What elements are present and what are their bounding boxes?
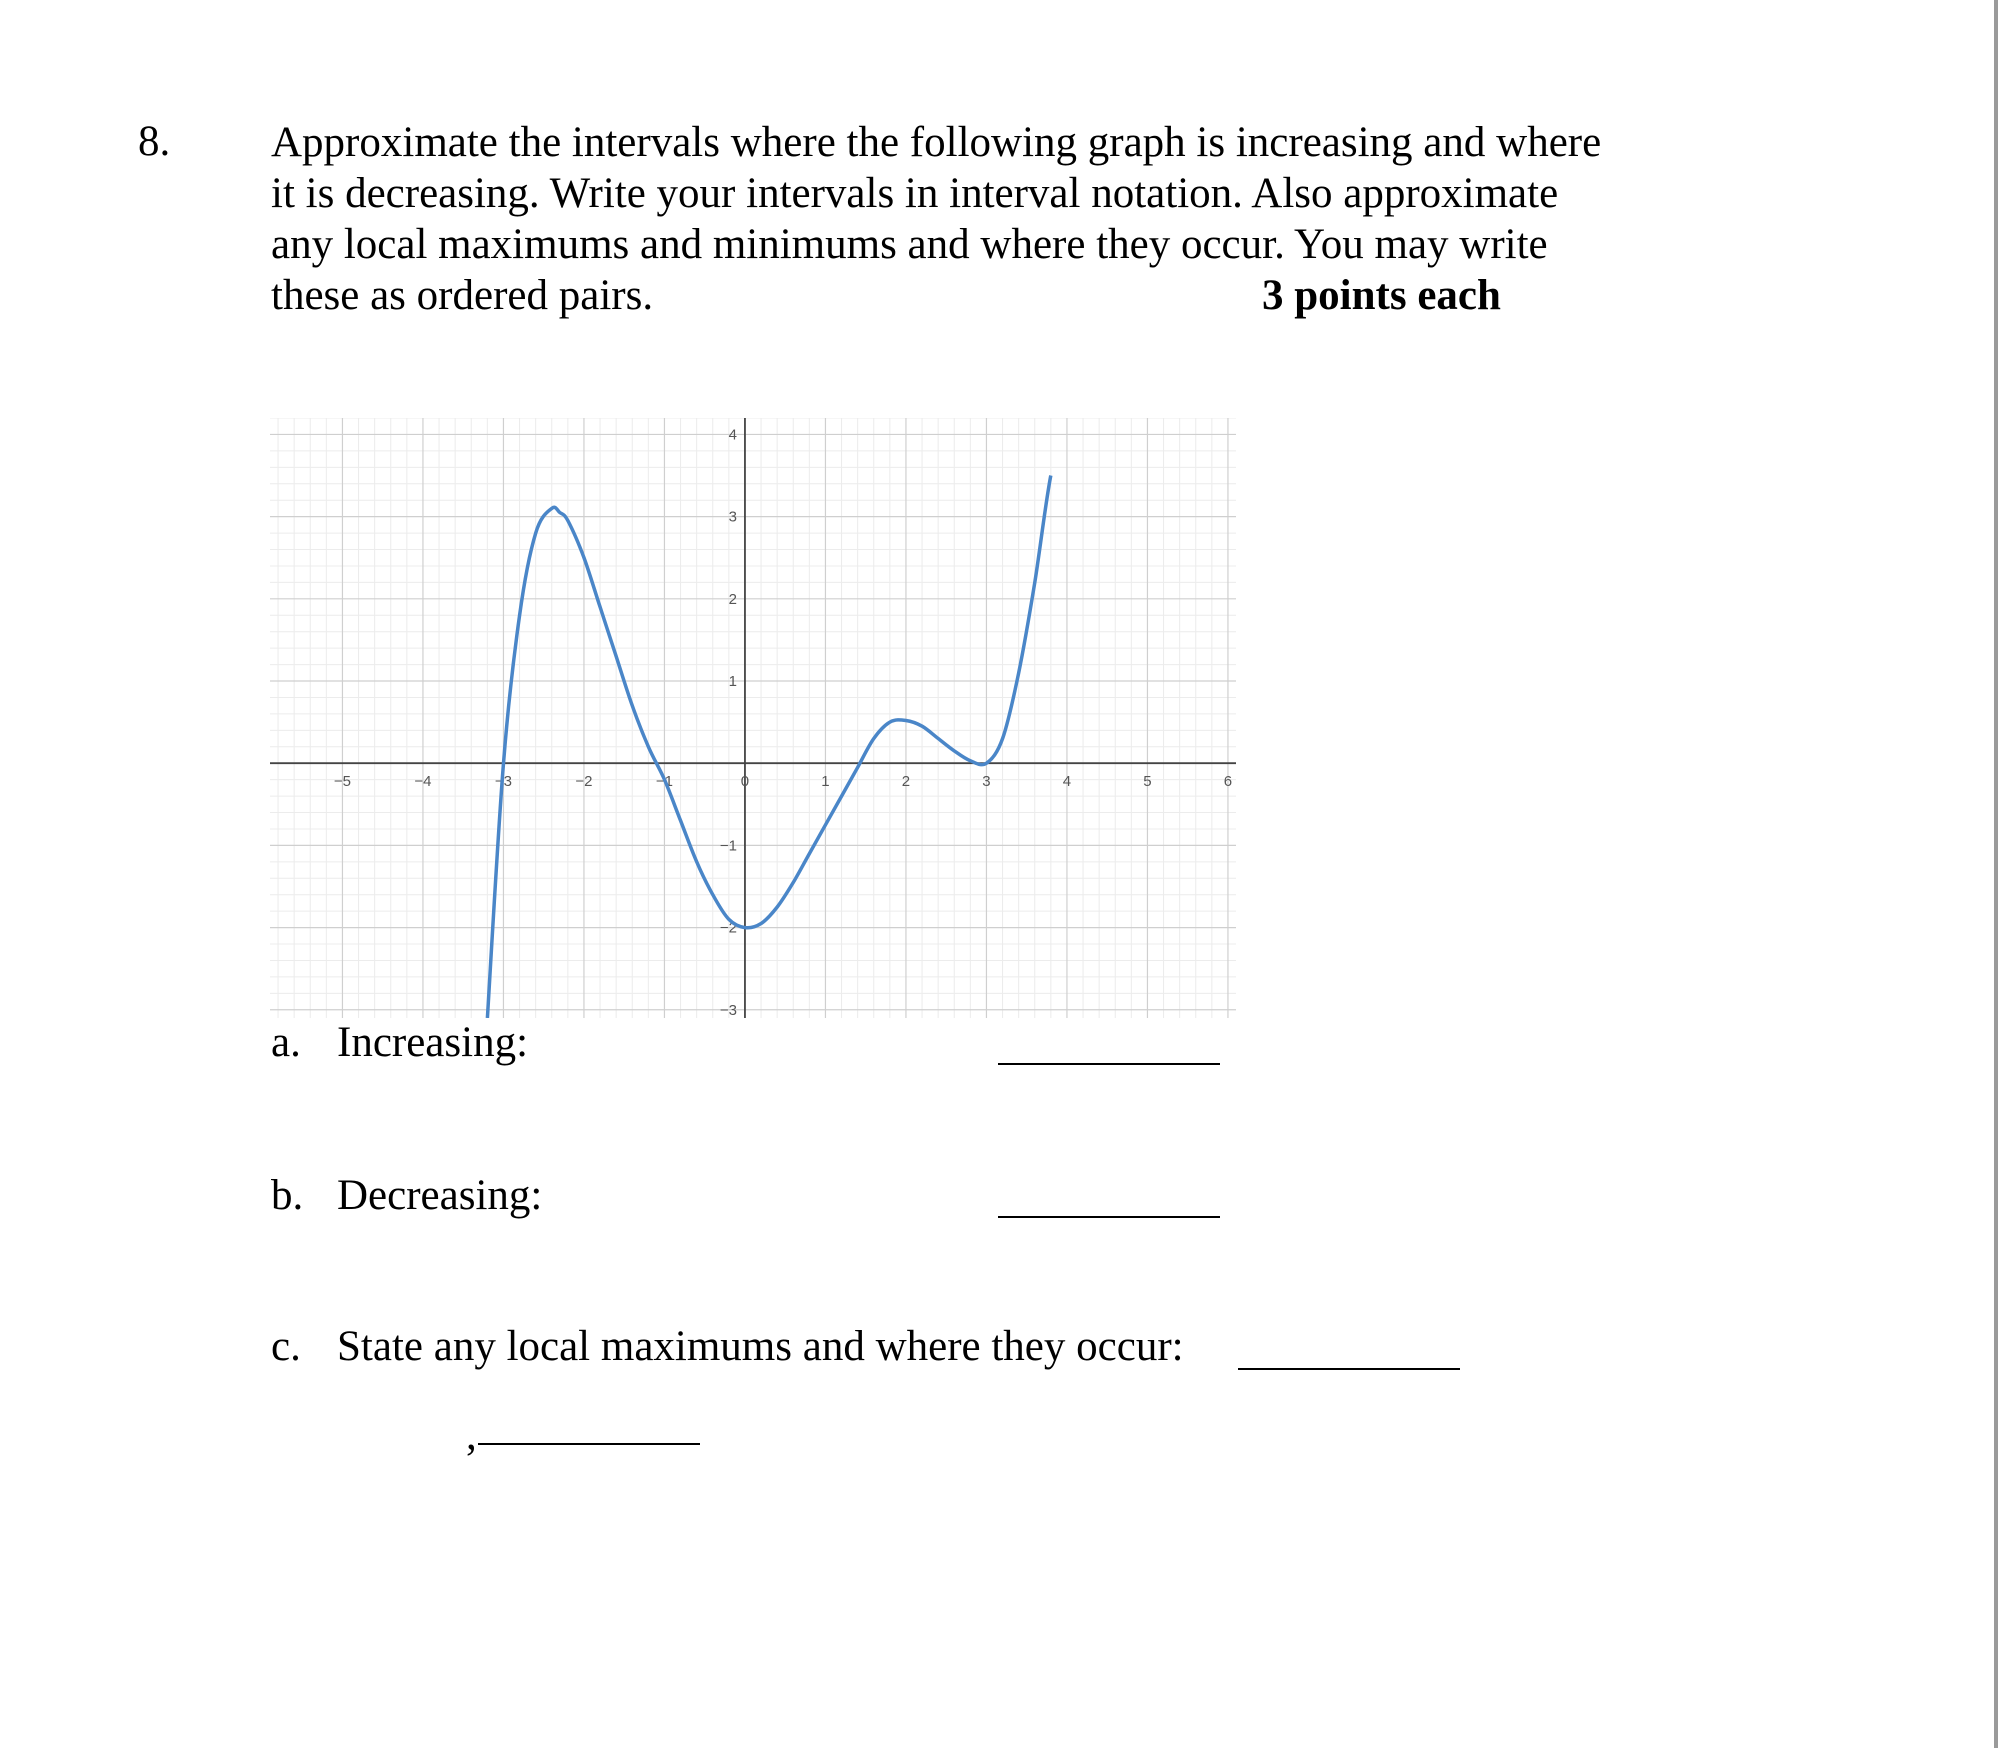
comma-separator: , (466, 1412, 477, 1459)
x-tick-label: 6 (1223, 773, 1233, 791)
part-b-label: Decreasing: (337, 1172, 543, 1219)
part-b-letter: b. (271, 1172, 304, 1219)
points-label: 3 points each (1262, 272, 1501, 319)
part-c-letter: c. (271, 1323, 301, 1370)
prompt-line: Approximate the intervals where the following graph is increasing and where (271, 119, 1602, 166)
function-graph (270, 418, 1236, 1018)
x-tick-label: 1 (821, 773, 830, 791)
page-edge (1994, 0, 1998, 1748)
part-c-label: State any local maximums and where they occur: (337, 1323, 1184, 1370)
part-b-answer-blank[interactable] (998, 1216, 1220, 1218)
question-number: 8. (138, 118, 171, 165)
part-b (271, 1171, 542, 1221)
y-tick-label: 4 (728, 426, 737, 444)
x-tick-label: −4 (414, 773, 432, 791)
y-tick-label: −3 (719, 1001, 737, 1018)
y-tick-label: 3 (728, 508, 737, 526)
y-tick-label: 1 (728, 673, 737, 691)
x-tick-label: 3 (982, 773, 991, 791)
x-tick-label: 5 (1143, 773, 1152, 791)
x-tick-label: 4 (1062, 773, 1072, 791)
part-a (271, 1018, 528, 1068)
prompt-line: these as ordered pairs. (271, 272, 654, 319)
y-tick-label: −2 (719, 919, 737, 937)
prompt-line: any local maximums and minimums and where they occur. You may write (271, 221, 1548, 268)
x-tick-label: −5 (333, 773, 352, 791)
x-tick-label: −2 (575, 773, 593, 791)
x-tick-label: −3 (494, 773, 513, 791)
x-tick-label: 2 (901, 773, 911, 791)
part-c-answer-blank-2[interactable] (478, 1443, 700, 1445)
part-c (271, 1322, 1184, 1372)
part-a-letter: a. (271, 1019, 301, 1066)
y-tick-label: 2 (728, 590, 737, 608)
part-a-answer-blank[interactable] (998, 1063, 1220, 1065)
part-a-label: Increasing: (337, 1019, 529, 1066)
prompt-line: it is decreasing. Write your intervals in interval notation. Also approximate (271, 170, 1559, 217)
y-tick-label: −1 (719, 837, 737, 855)
part-c-answer-blank-1[interactable] (1238, 1368, 1460, 1370)
x-tick-label: 0 (740, 773, 750, 791)
x-tick-label: −1 (655, 773, 674, 791)
